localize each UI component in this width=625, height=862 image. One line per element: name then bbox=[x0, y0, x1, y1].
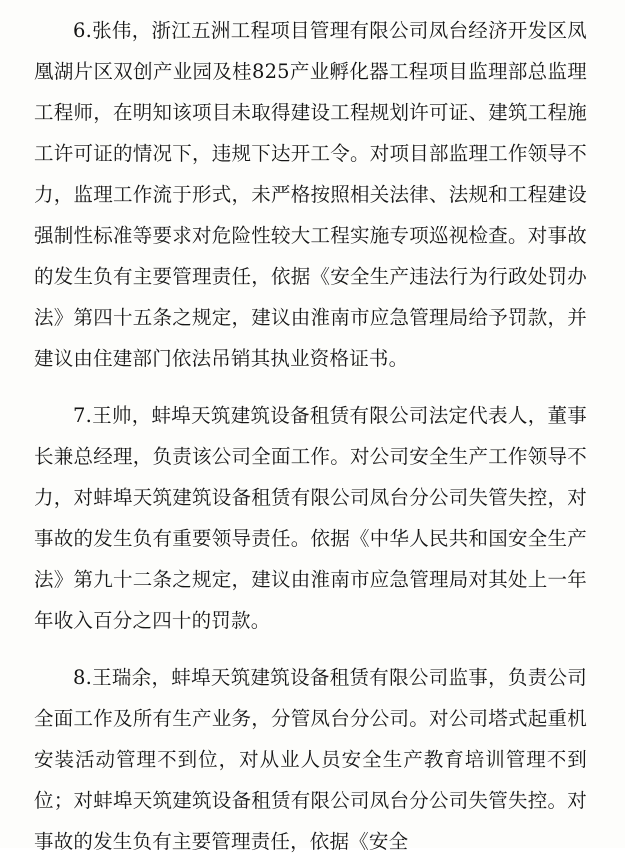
paragraph-item-8: 8.王瑞余，蚌埠天筑建筑设备租赁有限公司监事，负责公司全面工作及所有生产业务，分管凤台分公司。对公司塔式起重机安装活动管理不到位，对从业人员安全生产教育培训管理不到位；对蚌埠天筑建筑设备租赁有限公司凤台分公司失管失控。对事故的发生负有主要管理责任，依据《安全 bbox=[34, 666, 587, 853]
paragraph-item-6: 6.张伟，浙江五洲工程项目管理有限公司凤台经济开发区凤凰湖片区双创产业园及桂825产业孵化器工程项目监理部总监理工程师，在明知该项目未取得建设工程规划许可证、建筑工程施工许可证的情况下，违规下达开工令。对项目部监理工作领导不力，监理工作流于形式，未严格按照相关法律、法规和工程建设强制性标准等要求对危险性较大工程实施专项巡视检查。对事故的发生负有主要管理责任，依据《安全生产违法行为行政处罚办法》第四十五条之规定，建议由淮南市应急管理局给予罚款，并建议由住建部门依法吊销其执业资格证书。 bbox=[34, 19, 587, 370]
paragraph-spacer bbox=[34, 647, 587, 657]
paragraph-item-7: 7.王帅，蚌埠天筑建筑设备租赁有限公司法定代表人，董事长兼总经理，负责该公司全面工作。对公司安全生产工作领导不力，对蚌埠天筑建筑设备租赁有限公司凤台分公司失管失控，对事故的发生负有重要领导责任。依据《中华人民共和国安全生产法》第九十二条之规定，建议由淮南市应急管理局对其处上一年年收入百分之四十的罚款。 bbox=[34, 404, 587, 632]
paragraph-spacer bbox=[34, 385, 587, 395]
